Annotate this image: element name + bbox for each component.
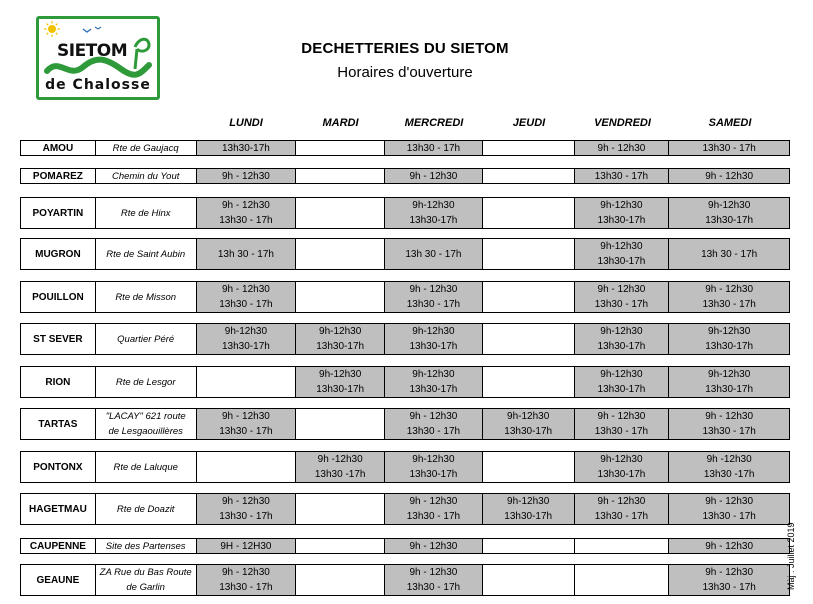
hours-line: 9h - 12h30 — [409, 567, 458, 578]
hours-mercredi — [385, 367, 483, 397]
day-header-jeudi: JEUDI — [512, 117, 546, 129]
table-row — [20, 564, 790, 596]
site-address-line: Rte de Lesgor — [115, 376, 176, 388]
site-name: RION — [21, 367, 96, 397]
day-header-mardi: MARDI — [322, 117, 359, 129]
site-address — [96, 198, 197, 228]
site-address-line: Chemin du Yout — [111, 170, 180, 182]
table-row — [20, 197, 790, 229]
hours-mardi — [296, 239, 385, 269]
hours-line: 9h-12h30 — [708, 369, 751, 380]
hours-line: 9h-12h30 — [224, 326, 268, 337]
hours-samedi — [669, 282, 789, 312]
hours-mercredi — [385, 452, 483, 482]
hours-samedi — [669, 141, 789, 155]
hours-line: 13h30-17h — [597, 469, 646, 480]
hours-vendredi — [575, 141, 670, 155]
hours-samedi — [669, 452, 789, 482]
hours-line: 13h30 - 17h — [702, 511, 756, 522]
hours-jeudi — [483, 565, 575, 595]
hours-line: 9h - 12h30 — [705, 170, 754, 182]
hours-line: 13h30-17h — [409, 469, 458, 480]
hours-line: 13h30-17h — [597, 341, 646, 352]
table-row — [20, 408, 790, 440]
site-address-line: Rte de Misson — [115, 291, 177, 303]
hours-samedi — [669, 409, 789, 439]
hours-line: 9h - 12h30 — [705, 284, 754, 295]
page-title: DECHETTERIES DU SIETOM — [301, 40, 509, 57]
site-address-line: Rte de Gaujacq — [112, 142, 179, 154]
hours-vendredi — [575, 198, 670, 228]
hours-lundi — [197, 169, 297, 183]
hours-line: 13h30 - 17h — [702, 426, 756, 437]
site-name: MUGRON — [21, 239, 96, 269]
table-row — [20, 140, 790, 156]
hours-samedi — [669, 198, 789, 228]
hours-line: 9h-12h30 — [600, 369, 643, 380]
hours-line: 13h30 - 17h — [594, 511, 649, 522]
hours-samedi — [669, 539, 789, 553]
hours-vendredi — [575, 452, 670, 482]
hours-line: 9h -12h30 — [706, 454, 752, 465]
hours-mardi — [296, 169, 385, 183]
site-address — [96, 169, 197, 183]
hours-line: 9h - 12h30 — [409, 496, 458, 507]
site-name: ST SEVER — [21, 324, 96, 354]
site-address — [96, 409, 197, 439]
hours-jeudi — [483, 282, 575, 312]
site-name: TARTAS — [21, 409, 96, 439]
hours-samedi — [669, 169, 789, 183]
hours-line: 9h-12h30 — [600, 326, 643, 337]
hours-line: 9H - 12H30 — [220, 540, 272, 552]
hours-line: 9h-12h30 — [412, 454, 455, 465]
logo-subtitle: de Chalosse — [45, 77, 151, 93]
site-address-line: Site des Partenses — [105, 540, 186, 552]
hours-line: 9h-12h30 — [319, 369, 362, 380]
sietom-logo — [36, 16, 160, 100]
hours-line: 13h30 -17h — [703, 469, 755, 480]
site-address-line: Rte de Saint Aubin — [106, 248, 186, 260]
hours-line: 13h 30 - 17h — [217, 248, 274, 260]
hours-lundi — [197, 282, 297, 312]
hours-mercredi — [385, 239, 483, 269]
hours-jeudi — [483, 239, 575, 269]
hours-line: 9h-12h30 — [412, 369, 455, 380]
table-row — [20, 493, 790, 525]
hours-line: 13h30-17h — [316, 384, 365, 395]
hours-line: 13h30 - 17h — [406, 426, 461, 437]
site-address — [96, 565, 197, 595]
site-address — [96, 452, 197, 482]
hours-line: 13h30 - 17h — [406, 582, 461, 593]
hours-line: 13h30 - 17h — [594, 426, 649, 437]
site-address-line: Rte de Doazit — [116, 503, 175, 515]
hours-jeudi — [483, 198, 575, 228]
site-name: POUILLON — [21, 282, 96, 312]
hours-mercredi — [385, 409, 483, 439]
hours-samedi — [669, 565, 789, 595]
hours-mercredi — [385, 494, 483, 524]
site-address — [96, 367, 197, 397]
table-row — [20, 168, 790, 184]
hours-vendredi — [575, 282, 670, 312]
hours-mardi — [296, 282, 385, 312]
site-name: CAUPENNE — [21, 539, 96, 553]
hours-line: 9h-12h30 — [412, 200, 455, 211]
day-header-mercredi: MERCREDI — [404, 117, 464, 129]
page-subtitle: Horaires d'ouverture — [337, 64, 473, 81]
site-address-line: "LACAY" 621 route — [105, 411, 186, 422]
hours-mardi — [296, 198, 385, 228]
site-address — [96, 141, 197, 155]
logo-title: SIETOM — [57, 41, 128, 61]
hours-mardi — [296, 565, 385, 595]
hours-line: 13h30 - 17h — [406, 511, 461, 522]
hours-line: 9h - 12h30 — [705, 540, 754, 552]
table-row — [20, 281, 790, 313]
hours-mardi — [296, 494, 385, 524]
hours-line: 13h 30 - 17h — [701, 248, 758, 260]
update-note-wrapper — [786, 512, 813, 592]
hours-samedi — [669, 239, 789, 269]
table-row — [20, 538, 790, 554]
hours-line: 9h-12h30 — [507, 496, 550, 507]
site-name: AMOU — [21, 141, 96, 155]
hours-mercredi — [385, 324, 483, 354]
hours-line: 9h - 12h30 — [705, 567, 754, 578]
hours-line: 9h-12h30 — [319, 326, 362, 337]
site-address-line: Quartier Péré — [117, 333, 175, 345]
table-row — [20, 366, 790, 398]
hours-samedi — [669, 324, 789, 354]
hours-mardi — [296, 452, 385, 482]
hours-line: 13h30-17h — [409, 341, 458, 352]
site-address-line: Rte de Laluque — [113, 461, 178, 473]
hours-line: 13h30-17h — [597, 256, 646, 267]
hours-samedi — [669, 494, 789, 524]
hours-line: 13h30 - 17h — [219, 215, 273, 226]
hours-line: 9h - 12h30 — [222, 170, 270, 182]
hours-lundi — [197, 409, 297, 439]
hours-line: 9h-12h30 — [600, 200, 643, 211]
hours-vendredi — [575, 409, 670, 439]
day-header-samedi: SAMEDI — [708, 117, 752, 129]
hours-line: 13h30-17h — [705, 341, 754, 352]
hours-lundi — [197, 198, 297, 228]
hours-lundi — [197, 494, 297, 524]
site-address-line: Rte de Hinx — [120, 207, 171, 219]
hours-line: 9h - 12h30 — [409, 170, 458, 182]
day-header-lundi: LUNDI — [229, 117, 263, 129]
site-name: HAGETMAU — [21, 494, 96, 524]
hours-jeudi — [483, 452, 575, 482]
hours-jeudi — [483, 494, 575, 524]
hours-line: 9h - 12h30 — [597, 496, 646, 507]
hours-vendredi — [575, 494, 670, 524]
hours-mercredi — [385, 565, 483, 595]
site-address — [96, 494, 197, 524]
hours-line: 9h - 12h30 — [409, 411, 458, 422]
hours-line: 13h30 - 17h — [219, 299, 273, 310]
site-address — [96, 239, 197, 269]
hours-jeudi — [483, 169, 575, 183]
hours-line: 13h30 - 17h — [594, 299, 649, 310]
hours-line: 13h 30 - 17h — [405, 248, 462, 260]
hours-line: 13h30-17h — [409, 215, 458, 226]
hours-line: 9h - 12h30 — [222, 200, 270, 211]
hours-line: 13h30 - 17h — [594, 170, 649, 182]
hours-vendredi — [575, 324, 670, 354]
hours-mercredi — [385, 141, 483, 155]
hours-line: 13h30 - 17h — [219, 511, 273, 522]
hours-line: 13h30 - 17h — [406, 142, 461, 154]
hours-line: 9h - 12h30 — [409, 540, 458, 552]
hours-line: 9h - 12h30 — [597, 411, 646, 422]
site-name: POYARTIN — [21, 198, 96, 228]
hours-jeudi — [483, 539, 575, 553]
hours-line: 9h - 12h30 — [705, 411, 754, 422]
hours-line: 13h30 - 17h — [406, 299, 461, 310]
site-name: POMAREZ — [21, 169, 96, 183]
hours-vendredi — [575, 239, 670, 269]
hours-line: 13h30 - 17h — [702, 142, 756, 154]
hours-line: 9h - 12h30 — [222, 496, 270, 507]
hours-vendredi — [575, 539, 670, 553]
hours-line: 9h - 12h30 — [222, 567, 270, 578]
hours-lundi — [197, 565, 297, 595]
hours-lundi — [197, 367, 297, 397]
site-address — [96, 282, 197, 312]
hours-line: 13h30-17h — [222, 341, 270, 352]
hours-line: 9h - 12h30 — [409, 284, 458, 295]
hours-mercredi — [385, 198, 483, 228]
hours-line: 9h - 12h30 — [597, 142, 646, 154]
hours-vendredi — [575, 169, 670, 183]
hours-mercredi — [385, 282, 483, 312]
hours-line: 13h30 -17h — [314, 469, 366, 480]
table-row — [20, 451, 790, 483]
hours-mardi — [296, 367, 385, 397]
hours-line: 13h30-17h — [705, 384, 754, 395]
hours-mardi — [296, 539, 385, 553]
hours-line: 9h - 12h30 — [705, 496, 754, 507]
day-header-vendredi: VENDREDI — [594, 117, 651, 129]
hours-line: 13h30-17h — [409, 384, 458, 395]
hours-lundi — [197, 239, 297, 269]
hours-mercredi — [385, 169, 483, 183]
hours-mardi — [296, 409, 385, 439]
site-address-line: de Lesgaouillères — [108, 426, 183, 437]
hours-mardi — [296, 141, 385, 155]
update-note: Màj : Juillet 2019 — [786, 522, 796, 590]
hours-line: 13h30-17h — [504, 511, 553, 522]
hours-vendredi — [575, 367, 670, 397]
hours-line: 9h - 12h30 — [222, 411, 270, 422]
hours-line: 9h - 12h30 — [222, 284, 270, 295]
table-row — [20, 238, 790, 270]
hours-lundi — [197, 452, 297, 482]
hours-jeudi — [483, 409, 575, 439]
hours-jeudi — [483, 324, 575, 354]
hours-lundi — [197, 539, 297, 553]
site-name: GEAUNE — [21, 565, 96, 595]
hours-jeudi — [483, 367, 575, 397]
hours-line: 13h30-17h — [316, 341, 365, 352]
hours-line: 13h30-17h — [504, 426, 553, 437]
hours-line: 13h30 - 17h — [702, 582, 756, 593]
hours-line: 9h-12h30 — [600, 241, 643, 252]
site-name: PONTONX — [21, 452, 96, 482]
hours-vendredi — [575, 565, 670, 595]
site-address — [96, 539, 197, 553]
hours-line: 13h30 - 17h — [219, 426, 273, 437]
site-address — [96, 324, 197, 354]
table-row — [20, 323, 790, 355]
hours-line: 9h - 12h30 — [597, 284, 646, 295]
hours-line: 9h-12h30 — [708, 326, 751, 337]
hours-line: 13h30 - 17h — [219, 582, 273, 593]
hours-lundi — [197, 324, 297, 354]
hours-line: 13h30-17h — [597, 384, 646, 395]
hours-lundi — [197, 141, 297, 155]
hours-line: 9h-12h30 — [708, 200, 751, 211]
site-address-line: ZA Rue du Bas Route — [99, 567, 192, 578]
hours-line: 9h-12h30 — [600, 454, 643, 465]
hours-jeudi — [483, 141, 575, 155]
hours-line: 9h -12h30 — [317, 454, 363, 465]
hours-samedi — [669, 367, 789, 397]
hours-line: 13h30-17h — [705, 215, 754, 226]
hours-line: 13h30-17h — [222, 142, 270, 154]
hours-mercredi — [385, 539, 483, 553]
hours-line: 9h-12h30 — [412, 326, 455, 337]
hours-mardi — [296, 324, 385, 354]
site-address-line: de Garlin — [126, 582, 165, 593]
hours-line: 13h30 - 17h — [702, 299, 756, 310]
hours-line: 9h-12h30 — [507, 411, 550, 422]
hours-line: 13h30-17h — [597, 215, 646, 226]
